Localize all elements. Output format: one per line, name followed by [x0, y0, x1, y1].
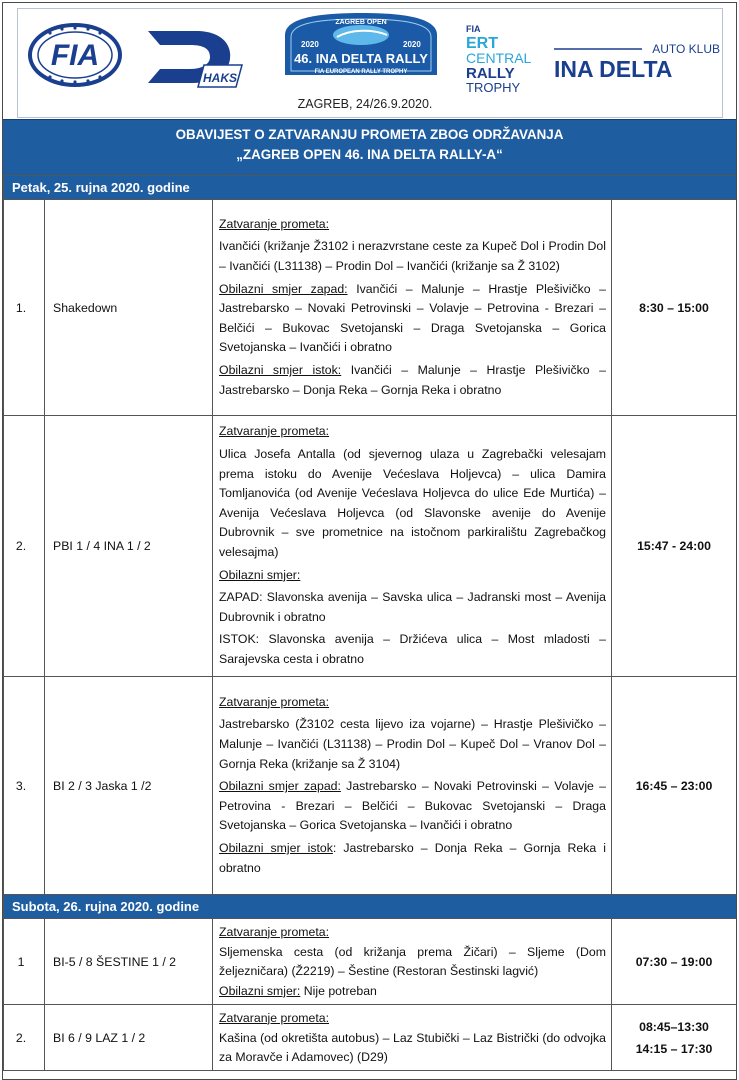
- notice-title: OBAVIJEST O ZATVARANJU PROMETA ZBOG ODRŽAVANJA: [175, 127, 564, 142]
- closure-text: Ulica Josefa Antalla (od sjevernog ulaza u Zagrebački velesajam prema istoku do Avenije Većeslava Holjevca) – ulica Damira Tomljanovića (od Avenije Većeslava Holjevca do ulice Ede Murtića) – Avenija Većeslava Holjevca (od Slavonske avenije do Avenije Dubrovnik – sve prometnice na istočnom parkiralištu Zagrebačkog velesajma): [219, 447, 606, 559]
- time-range: 14:15 – 17:30: [635, 1041, 713, 1056]
- time-range: 07:30 – 19:00: [635, 954, 713, 969]
- table-row: [4, 416, 737, 677]
- detour-text: Jastrebarsko – Novaki Petrovinski – Volavje – Petrovina - Brezari – Belčići – Bukovac Svetojanski – Draga Svetojanska – Gorica Svetojanska – Ivančići i obratno: [219, 779, 606, 833]
- rally-badge-logo: [277, 11, 445, 83]
- row-number: 3.: [4, 677, 45, 895]
- svg-text:ERT: ERT: [466, 35, 498, 52]
- svg-text:2020: 2020: [301, 40, 319, 49]
- closure-time: [612, 200, 737, 416]
- ert-central-logo: [464, 23, 552, 95]
- detour-text: ISTOK: Slavonska avenija – Držićeva ulica – Most mladosti – Sarajevska cesta i obratno: [219, 632, 606, 666]
- detour-text: Nije potreban: [300, 983, 377, 998]
- detour-label: Obilazni smjer:: [219, 983, 301, 998]
- auto-klub-ina-delta-logo: [552, 41, 722, 81]
- closure-label: Zatvaranje prometa:: [219, 424, 330, 439]
- event-date-caption: ZAGREB, 24/26.9.2020.: [297, 97, 433, 111]
- detour-label: Obilazni smjer zapad:: [219, 281, 348, 296]
- svg-text:FIA EUROPEAN RALLY TROPHY: FIA EUROPEAN RALLY TROPHY: [314, 69, 408, 75]
- closure-description: [213, 919, 612, 1005]
- closure-time: [612, 677, 737, 895]
- stage-name: PBI 1 / 4 INA 1 / 2: [45, 416, 213, 677]
- closure-label: Zatvaranje prometa:: [219, 694, 330, 709]
- closure-label: Zatvaranje prometa:: [219, 1010, 330, 1025]
- time-range: 8:30 – 15:00: [639, 300, 709, 315]
- closure-description: [213, 677, 612, 895]
- time-range: 08:45–13:30: [639, 1019, 709, 1034]
- notice-page: [2, 2, 737, 1080]
- svg-text:ZAGREB OPEN: ZAGREB OPEN: [335, 19, 387, 26]
- closure-time: [612, 919, 737, 1005]
- closure-text: Ivančići (križanje Ž3102 i nerazvrstane ceste za Kupeč Dol i Prodin Dol – Ivančići (L31138) – Prodin Dol – Ivančići (križanje sa Ž 3102): [219, 239, 606, 274]
- table-row: [4, 200, 737, 416]
- table-row: [4, 1005, 737, 1071]
- row-number: 2.: [4, 416, 45, 677]
- svg-text:CENTRAL: CENTRAL: [466, 50, 532, 66]
- row-number: 1: [4, 919, 45, 1005]
- time-range: 15:47 - 24:00: [637, 539, 711, 553]
- detour-label: Obilazni smjer zapad:: [219, 779, 341, 794]
- time-range: 16:45 – 23:00: [635, 778, 713, 793]
- notice-title-band: [3, 119, 736, 175]
- svg-text:2020: 2020: [403, 40, 421, 49]
- day-header-row: [4, 176, 737, 200]
- svg-text:RALLY: RALLY: [466, 65, 515, 82]
- svg-text:FIA: FIA: [50, 39, 100, 72]
- detour-label: Obilazni smjer istok:: [219, 362, 342, 377]
- svg-text:AUTO KLUB: AUTO KLUB: [652, 42, 720, 56]
- closure-time: [612, 1005, 737, 1071]
- detour-label: Obilazni smjer istok: [219, 840, 333, 855]
- closure-description: [213, 1005, 612, 1071]
- detour-text: Ivančići – Malunje – Hrastje Plešivičko – Jastrebarsko – Novaki Petrovinski – Volavje – Petrovina - Brezari – Belčići – Bukovac Svetojanski – Draga Svetojanska – Gorica Svetojanska – Ivančići i obratno: [219, 281, 606, 355]
- closure-label: Zatvaranje prometa:: [219, 216, 330, 231]
- closure-description: [213, 200, 612, 416]
- table-row: [4, 677, 737, 895]
- closure-text: Sljemenska cesta (od križanja prema Žičari) – Sljeme (Dom željezničara) (Ž2219) – Šestine (Restoran Šestinski lagvić): [219, 945, 606, 978]
- svg-text:INA DELTA: INA DELTA: [554, 56, 673, 81]
- event-name-title: „ZAGREB OPEN 46. INA DELTA RALLY-A“: [236, 147, 503, 162]
- detour-text: Ivančići – Malunje – Hrastje Plešivičko – Jastrebarsko – Donja Reka – Gornja Reka i obratno: [219, 362, 606, 397]
- detour-heading: Obilazni smjer:: [219, 567, 301, 582]
- row-number: 1.: [4, 200, 45, 416]
- stage-name: BI-5 / 8 ŠESTINE 1 / 2: [45, 919, 213, 1005]
- closure-time: [612, 416, 737, 677]
- closure-text: Jastrebarsko (Ž3102 cesta lijevo iza vojarne) – Hrastje Plešivičko – Malunje – Ivančići (L31138) – Prodin Dol – Kupeč Dol – Vranov Dol – Gornja Reka (križanje sa Ž 3104): [219, 717, 606, 771]
- detour-text: : Jastrebarsko – Donja Reka – Gornja Reka i obratno: [219, 840, 606, 875]
- table-row: [4, 919, 737, 1005]
- stage-name: BI 2 / 3 Jaska 1 /2: [45, 677, 213, 895]
- detour-text: ZAPAD: Slavonska avenija – Savska ulica – Jadranski most – Avenija Dubrovnik i obratno: [219, 590, 606, 624]
- row-number: 2.: [4, 1005, 45, 1071]
- svg-text:46. INA DELTA RALLY: 46. INA DELTA RALLY: [294, 51, 428, 66]
- svg-text:FIA: FIA: [466, 24, 481, 34]
- stage-name: Shakedown: [45, 200, 213, 416]
- closure-label: Zatvaranje prometa:: [219, 924, 330, 939]
- svg-text:HAKS: HAKS: [202, 71, 238, 85]
- stage-name: BI 6 / 9 LAZ 1 / 2: [45, 1005, 213, 1071]
- closure-text: Kašina (od okretišta autobus) – Laz Stubički – Laz Bistrički (do odvojka za Moravče i Adamovec) (D29): [219, 1031, 606, 1064]
- day-label: Subota, 26. rujna 2020. godine: [4, 895, 737, 919]
- road-closure-table: [3, 175, 737, 1071]
- svg-text:TROPHY: TROPHY: [466, 80, 521, 95]
- fia-logo: [28, 23, 122, 87]
- logo-strip: [17, 8, 723, 118]
- closure-description: [213, 416, 612, 677]
- haks-logo: [142, 25, 244, 89]
- day-header-row: [4, 895, 737, 919]
- day-label: Petak, 25. rujna 2020. godine: [4, 176, 737, 200]
